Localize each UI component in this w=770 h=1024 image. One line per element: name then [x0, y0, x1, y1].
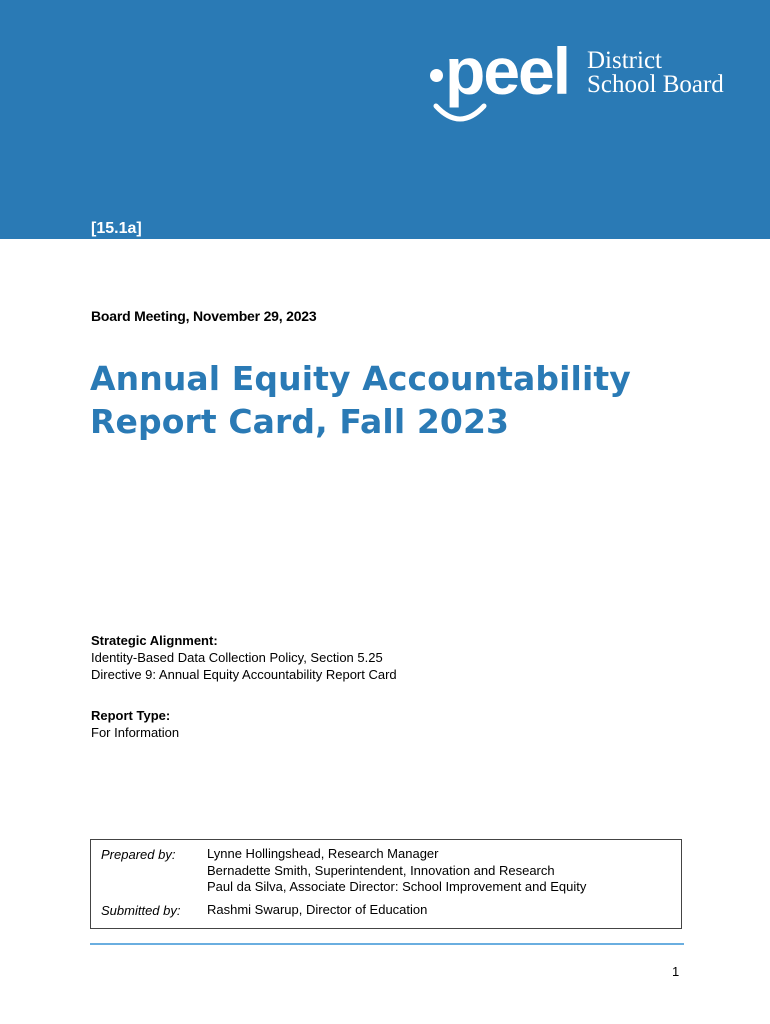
submitter-name: Rashmi Swarup, Director of Education	[207, 902, 428, 917]
prepared-by-names	[207, 846, 586, 896]
page-number: 1	[672, 964, 680, 979]
strategic-alignment-item: Identity-Based Data Collection Policy, Section 5.25	[91, 650, 383, 665]
logo-wordmark: peel	[445, 34, 570, 108]
smile-icon	[432, 102, 488, 124]
logo-org-name	[587, 49, 724, 97]
report-type-label: Report Type:	[91, 708, 171, 723]
report-title-line2: Report Card, Fall 2023	[90, 402, 510, 441]
report-reference-code: [15.1a]	[91, 220, 142, 237]
report-title-line1: Annual Equity Accountability	[90, 359, 631, 398]
strategic-alignment-item: Directive 9: Annual Equity Accountability Report Card	[91, 667, 397, 682]
logo-dot	[430, 69, 443, 82]
report-type-value: For Information	[91, 725, 180, 740]
preparer-name: Lynne Hollingshead, Research Manager	[207, 846, 439, 861]
submitted-by-name	[207, 902, 427, 919]
prepared-by-label: Prepared by:	[101, 847, 176, 862]
meeting-date: Board Meeting, November 29, 2023	[91, 308, 317, 324]
preparer-name: Paul da Silva, Associate Director: School Improvement and Equity	[207, 879, 587, 894]
footer-divider	[90, 943, 684, 945]
submitted-by-label: Submitted by:	[101, 903, 181, 918]
logo-org-line2: School Board	[587, 71, 724, 98]
header-band	[0, 0, 770, 239]
peel-logo	[426, 34, 736, 124]
authorship-box	[90, 839, 682, 929]
strategic-alignment-label: Strategic Alignment:	[91, 633, 218, 648]
report-title	[90, 357, 730, 443]
report-type	[91, 707, 179, 741]
logo-org-line1: District	[587, 47, 662, 74]
strategic-alignment	[91, 632, 397, 683]
preparer-name: Bernadette Smith, Superintendent, Innovation and Research	[207, 862, 555, 878]
